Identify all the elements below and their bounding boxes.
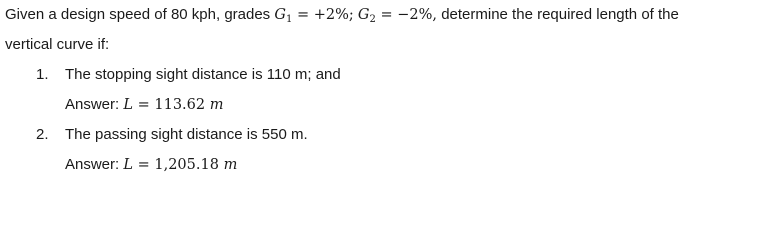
answer-line (65, 96, 223, 114)
problem-line-1 (5, 6, 679, 24)
grade-g1: $G_1 = +2\%$; (274, 7, 354, 25)
answer-line (65, 156, 237, 174)
item-number: 2. (36, 126, 49, 143)
grade-g2: $G_2 = -2\%$, (357, 7, 438, 25)
intro-text-part2: determine the required length of the (441, 6, 679, 23)
answer-value: L = 113.62 m (123, 97, 224, 113)
item-text: The passing sight distance is 550 m. (65, 126, 308, 143)
problem-line-2: vertical curve if: (5, 36, 110, 53)
item-number: 1. (36, 66, 49, 83)
item-text: The stopping sight distance is 110 m; and (65, 66, 341, 83)
answer-value: L = 1,205.18 m (123, 157, 238, 173)
answer-label: Answer: (65, 96, 120, 113)
answer-label: Answer: (65, 156, 120, 173)
intro-text-part1: Given a design speed of 80 kph, grades (5, 6, 271, 23)
